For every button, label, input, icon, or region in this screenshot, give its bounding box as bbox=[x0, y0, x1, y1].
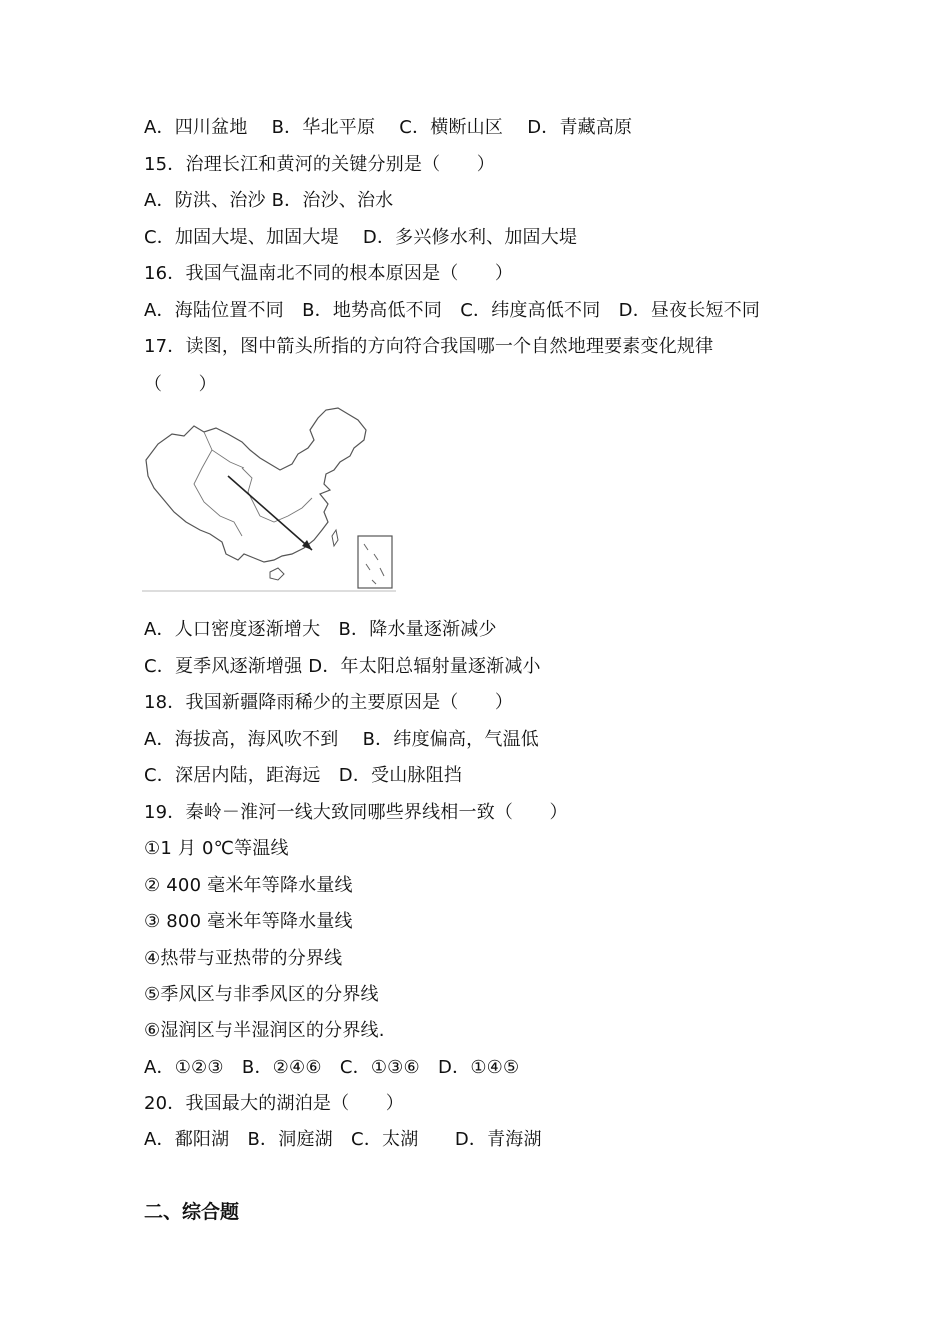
q19-stem: 19．秦岭－淮河一线大致同哪些界线相一致（ ） bbox=[144, 802, 568, 823]
q19-options: A．①②③ B．②④⑥ C．①③⑥ D．①④⑤ bbox=[144, 1057, 520, 1078]
q20-stem: 20．我国最大的湖泊是（ ） bbox=[144, 1093, 404, 1114]
q19-item-5: ⑤季风区与非季风区的分界线 bbox=[144, 984, 379, 1005]
q15-stem: 15．治理长江和黄河的关键分别是（ ） bbox=[144, 154, 495, 175]
q15-options-ab: A．防洪、治沙 B．治沙、治水 bbox=[144, 190, 394, 211]
section-2-title: 二、综合题 bbox=[144, 1201, 240, 1223]
q18-options-ab: A．海拔高，海风吹不到 B．纬度偏高，气温低 bbox=[144, 729, 539, 750]
q19-item-2: ② 400 毫米年等降水量线 bbox=[144, 875, 353, 896]
q17-stem: 17．读图，图中箭头所指的方向符合我国哪一个自然地理要素变化规律 bbox=[144, 336, 714, 357]
q19-item-4: ④热带与亚热带的分界线 bbox=[144, 948, 343, 969]
q18-options-cd: C．深居内陆，距海远 D．受山脉阻挡 bbox=[144, 765, 463, 786]
q14-options: A．四川盆地 B．华北平原 C．横断山区 D．青藏高原 bbox=[144, 117, 633, 138]
q17-options-cd: C．夏季风逐渐增强 D．年太阳总辐射量逐渐减小 bbox=[144, 656, 541, 677]
q20-options: A．鄱阳湖 B．洞庭湖 C．太湖 D．青海湖 bbox=[144, 1129, 542, 1150]
q19-item-1: ①1 月 0℃等温线 bbox=[144, 838, 289, 859]
q15-options-cd: C．加固大堤、加固大堤 D．多兴修水利、加固大堤 bbox=[144, 227, 578, 248]
q16-options: A．海陆位置不同 B．地势高低不同 C．纬度高低不同 D．昼夜长短不同 bbox=[144, 300, 761, 321]
q19-item-6: ⑥湿润区与半湿润区的分界线. bbox=[144, 1020, 385, 1041]
q17-answer-paren: （ ） bbox=[144, 374, 217, 395]
q16-stem: 16．我国气温南北不同的根本原因是（ ） bbox=[144, 263, 514, 284]
q18-stem: 18．我国新疆降雨稀少的主要原因是（ ） bbox=[144, 692, 514, 713]
q17-options-ab: A．人口密度逐渐增大 B．降水量逐渐减少 bbox=[144, 619, 497, 640]
china-map-figure bbox=[142, 404, 396, 592]
q19-item-3: ③ 800 毫米年等降水量线 bbox=[144, 911, 353, 932]
